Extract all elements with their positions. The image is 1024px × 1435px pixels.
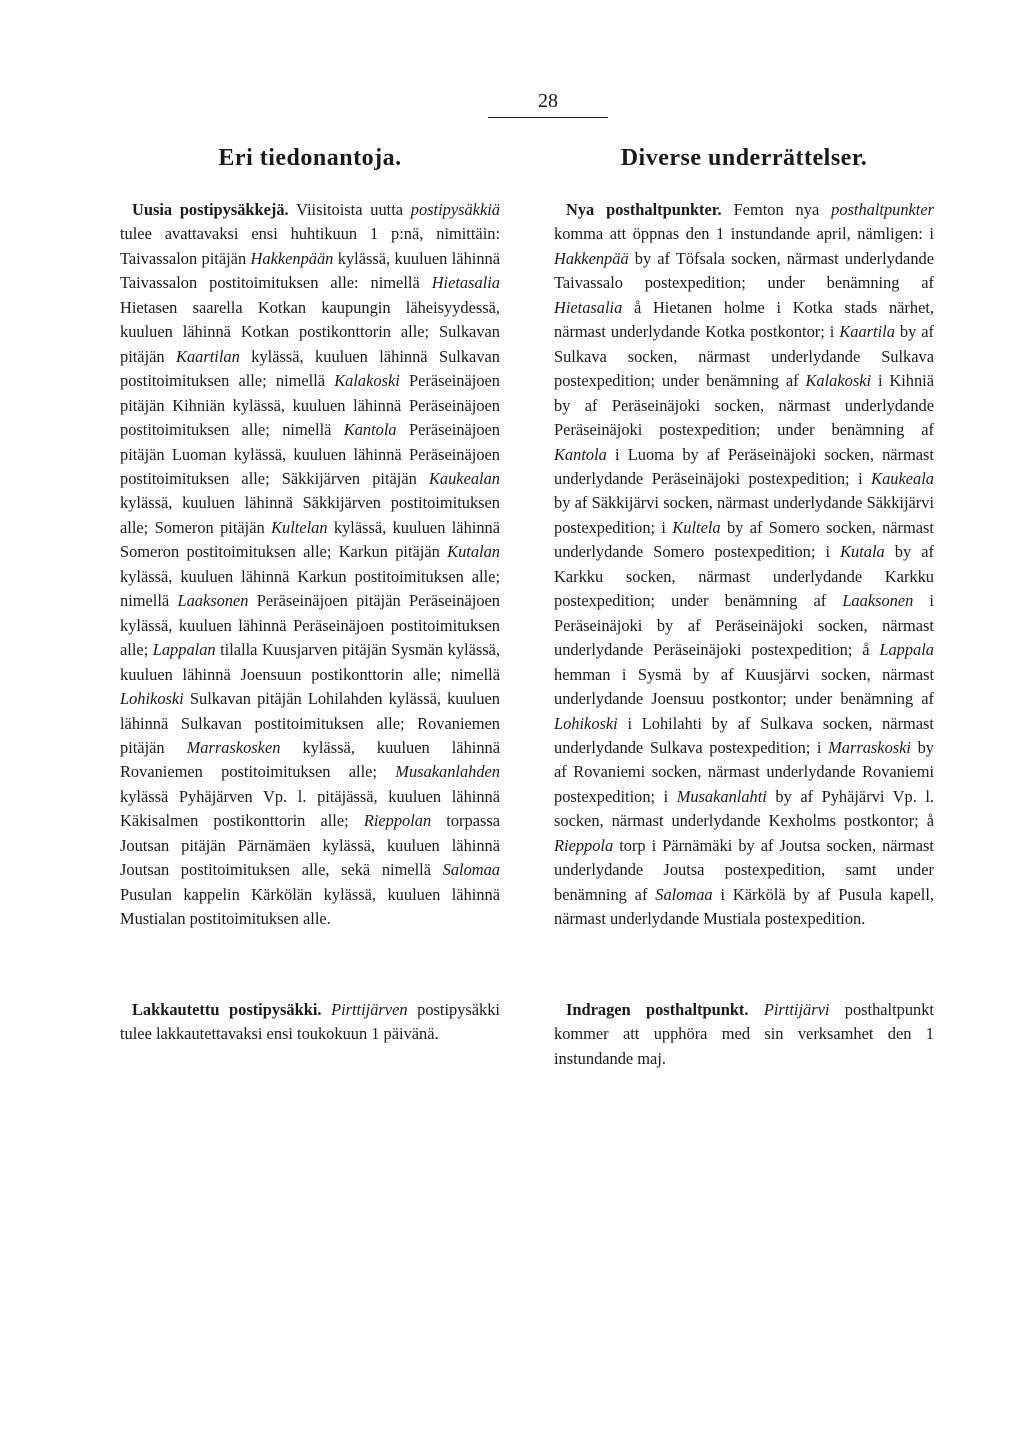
swedish-section1-title: Nya posthaltpunkter. xyxy=(566,200,722,219)
text-run xyxy=(749,1000,764,1019)
text-run: torp i Pärnämäki by af Joutsa socken, närmast underlydande Joutsa postexpedition, samt under benämning af xyxy=(554,835,934,904)
italic-place-name: Hietasalia xyxy=(554,297,623,317)
page-number: 28 xyxy=(488,90,608,118)
text-run: by af Töfsala socken, närmast underlydande Taivassalo postexpedition; under benämning af xyxy=(554,248,934,293)
text-run: kylässä, kuuluen lähinnä Taivassalon postitoimituksen alle: nimellä xyxy=(120,248,500,293)
text-run: postipysäkki tulee lakkautettavaksi ensi toukokuun 1 päivänä. xyxy=(120,999,500,1044)
text-run: Viisitoista uutta xyxy=(288,200,411,219)
italic-place-name: Musakanlahti xyxy=(676,786,767,806)
italic-place-name: Kaukeala xyxy=(871,468,934,488)
italic-place-name: Kantola xyxy=(554,444,607,464)
text-run: tulee avattavaksi ensi huhtikuun 1 p:nä, nimittäin: Taivassalon pitäjän xyxy=(120,224,500,268)
italic-place-name: Lappala xyxy=(879,640,934,660)
text-run: by af Somero socken, närmast underlydande Somero postexpedition; i xyxy=(554,517,934,562)
italic-place-name: Laaksonen xyxy=(842,591,914,611)
text-run: kylässä Pyhäjärven Vp. l. pitäjässä, kuuluen lähinnä Käkisalmen postikonttorin alle; xyxy=(120,786,500,831)
text-run: kylässä, kuuluen lähinnä Rovaniemen postitoimituksen alle; xyxy=(120,737,500,782)
text-run: by af Rovaniemi socken, närmast underlydande Rovaniemi postexpedition; i xyxy=(554,737,934,806)
text-run: i Lohilahti by af Sulkava socken, närmast underlydande Sulkava postexpedition; i xyxy=(554,713,934,757)
text-run: i Kihniä by af Peräseinäjoki socken, närmast underlydande Peräseinäjoki postexpedition; under benämning af xyxy=(554,371,934,440)
finnish-closed-postal-stop-paragraph xyxy=(120,998,500,1047)
text-run: Peräseinäjoen pitäjän Luoman kylässä, kuuluen lähinnä Peräseinäjoen postitoimituksen alle; Säkkijärven pitäjän xyxy=(120,420,501,488)
italic-place-name: Marraskoski xyxy=(828,737,911,757)
italic-place-name: Marraskosken xyxy=(186,737,281,757)
text-run: by af Sulkava socken, närmast underlydande Sulkava postexpedition; under benämning af xyxy=(554,322,934,391)
italic-place-name: Lappalan xyxy=(152,640,216,660)
italic-place-name: Kaartilan xyxy=(176,346,240,366)
italic-place-name: Musakanlahden xyxy=(395,762,500,782)
swedish-section1-body xyxy=(554,200,934,928)
text-run: kylässä, kuuluen lähinnä Someron postitoimituksen alle; Karkun pitäjän xyxy=(120,517,500,562)
text-run: komma att öppnas den 1 instundande april, nämligen: i xyxy=(554,224,934,244)
text-run: Hietasen saarella Kotkan kaupungin läheisyydessä, kuuluen lähinnä Kotkan postikonttorin alle; Sulkavan pitäjän xyxy=(120,297,500,366)
finnish-section1-title: Uusia postipysäkkejä. xyxy=(132,200,289,219)
text-run: Sulkavan pitäjän Lohilahden kylässä, kuuluen lähinnä Sulkavan postitoimituksen alle; Rovaniemen pitäjän xyxy=(120,689,500,757)
text-run: kylässä, kuuluen lähinnä Sulkavan postitoimituksen alle; nimellä xyxy=(120,346,500,391)
italic-place-name: Hietasalia xyxy=(431,273,500,293)
text-run: torpassa Joutsan pitäjän Pärnämäen kylässä, kuuluen lähinnä Joutsan postitoimituksen alle, sekä nimellä xyxy=(120,811,501,880)
italic-place-name: Rieppolan xyxy=(363,811,432,831)
italic-place-name: Kalakoski xyxy=(334,371,400,391)
text-run: by af Pyhäjärvi Vp. l. socken, närmast underlydande Kexholms postkontor; å xyxy=(554,786,934,831)
italic-place-name: Lohikoski xyxy=(120,689,184,709)
italic-place-name: Lohikoski xyxy=(554,713,618,733)
text-run: Peräseinäjoen pitäjän Peräseinäjoen kylässä, kuuluen lähinnä Peräseinäjoen postitoimituksen alle; xyxy=(120,591,500,660)
swedish-closed-postal-stop-paragraph xyxy=(554,998,934,1071)
text-run: Femton nya xyxy=(721,200,832,219)
italic-place-name: Salomaa xyxy=(655,884,713,904)
text-run: i Peräseinäjoki by af Peräseinäjoki socken, närmast underlydande Peräseinäjoki postexpedition; å xyxy=(554,591,934,660)
italic-place-name: Kantola xyxy=(343,420,397,440)
italic-place-name: posthaltpunkter xyxy=(831,200,935,219)
text-run: hemman i Sysmä by af Kuusjärvi socken, närmast underlydande Joensuu postkontor; under benämning af xyxy=(554,664,934,709)
italic-place-name: Kaartila xyxy=(839,322,895,342)
finnish-heading: Eri tiedonantoja. xyxy=(218,145,402,171)
italic-place-name: Kutala xyxy=(840,542,885,562)
italic-place-name: Hakkenpää xyxy=(554,248,629,268)
text-run: i Kärkölä by af Pusula kapell, närmast underlydande Mustiala postexpedition. xyxy=(554,884,934,929)
italic-place-name: Hakkenpään xyxy=(250,248,334,268)
text-run: posthaltpunkt kommer att upphöra med sin verksamhet den 1 instundande maj. xyxy=(554,999,934,1068)
italic-place-name: Kultela xyxy=(672,517,721,537)
text-run: Peräseinäjoen pitäjän Kihniän kylässä, kuuluen lähinnä Peräseinäjoen postitoimituksen alle; nimellä xyxy=(120,371,500,440)
text-run: by af Säkkijärvi socken, närmast underlydande Säkkijärvi postexpedition; i xyxy=(554,493,934,537)
finnish-new-postal-stops-paragraph xyxy=(120,198,500,932)
italic-place-name: Pirttijärvi xyxy=(763,999,830,1019)
text-run xyxy=(321,1000,331,1019)
italic-place-name: postipysäkkiä xyxy=(410,200,500,219)
finnish-section1-body xyxy=(120,200,500,928)
italic-place-name: Kutalan xyxy=(447,542,500,562)
italic-place-name: Pirttijärven xyxy=(331,999,408,1019)
finnish-section2-title: Lakkautettu postipysäkki. xyxy=(132,999,322,1019)
text-run: by af Karkku socken, närmast underlydande Karkku postexpedition; under benämning af xyxy=(554,542,934,611)
swedish-column xyxy=(554,145,934,1071)
italic-place-name: Salomaa xyxy=(442,860,500,880)
italic-place-name: Kaukealan xyxy=(428,468,500,488)
italic-place-name: Kultelan xyxy=(271,517,328,537)
text-run: kylässä, kuuluen lähinnä Säkkijärven postitoimituksen alle; Someron pitäjän xyxy=(120,493,500,537)
italic-place-name: Kalakoski xyxy=(805,371,872,391)
finnish-column xyxy=(120,145,500,1047)
text-run: kylässä, kuuluen lähinnä Karkun postitoimituksen alle; nimellä xyxy=(120,566,500,611)
text-run: Pusulan kappelin Kärkölän kylässä, kuuluen lähinnä Mustialan postitoimituksen alle. xyxy=(120,884,500,929)
text-run: i Luoma by af Peräseinäjoki socken, närmast underlydande Peräseinäjoki postexpedition; i xyxy=(554,444,934,488)
text-run: tilalla Kuusjarven pitäjän Sysmän kylässä, kuuluen lähinnä Joensuun postikonttorin alle; nimellä xyxy=(120,640,500,684)
swedish-new-postal-stops-paragraph xyxy=(554,198,934,932)
swedish-heading: Diverse underrättelser. xyxy=(620,145,868,171)
italic-place-name: Rieppola xyxy=(554,835,614,855)
italic-place-name: Laaksonen xyxy=(177,591,249,611)
text-run: å Hietanen holme i Kotka stads närhet, närmast underlydande Kotka postkontor; i xyxy=(554,297,934,342)
swedish-section2-title: Indragen posthaltpunkt. xyxy=(566,999,749,1019)
